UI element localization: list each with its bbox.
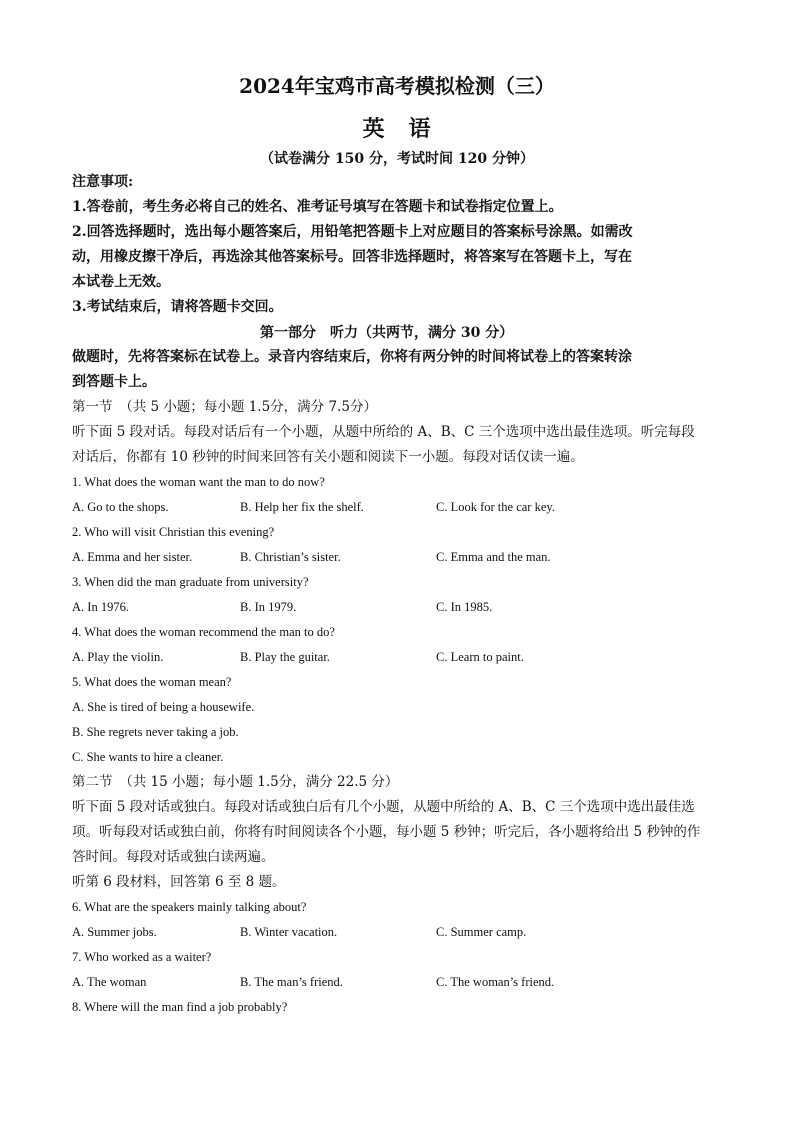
section2-title: 第二节 （共 15 小题；每小题 1.5分，满分 22.5 分） bbox=[72, 774, 399, 790]
question-text: 3. When did the man graduate from university? bbox=[72, 575, 309, 589]
option-c: C. Emma and the man. bbox=[436, 550, 551, 564]
question-text: 4. What does the woman recommend the man to do? bbox=[72, 625, 335, 639]
option-a: A. Go to the shops. bbox=[72, 500, 169, 514]
section2-instructions: 项。听每段对话或独白前，你将有时间阅读各个小题，每小题 5 秒钟；听完后，各小题将给出 5 秒钟的作 bbox=[72, 824, 701, 840]
notice-item: 3.考试结束后，请将答题卡交回。 bbox=[72, 299, 283, 315]
section1-title: 第一节 （共 5 小题；每小题 1.5分，满分 7.5分） bbox=[72, 399, 377, 415]
notice-item: 本试卷上无效。 bbox=[72, 274, 170, 290]
option-a: A. Play the violin. bbox=[72, 650, 164, 664]
question-text: 2. Who will visit Christian this evening? bbox=[72, 525, 275, 539]
option-c: C. Learn to paint. bbox=[436, 650, 524, 664]
question-text: 8. Where will the man find a job probably? bbox=[72, 1000, 288, 1014]
option-c: C. Look for the car key. bbox=[436, 500, 555, 514]
question-text: 5. What does the woman mean? bbox=[72, 675, 232, 689]
option-a: A. Summer jobs. bbox=[72, 925, 157, 939]
option-b: B. Play the guitar. bbox=[240, 650, 330, 664]
option-c: C. She wants to hire a cleaner. bbox=[72, 750, 224, 764]
question-text: 1. What does the woman want the man to do now? bbox=[72, 475, 325, 489]
notice-item: 1.答卷前，考生务必将自己的姓名、准考证号填写在答题卡和试卷指定位置上。 bbox=[72, 199, 563, 215]
notice-item: 2.回答选择题时，选出每小题答案后，用铅笔把答题卡上对应题目的答案标号涂黑。如需改 bbox=[72, 224, 633, 240]
part1-title: 第一部分 听力（共两节，满分 30 分） bbox=[260, 325, 514, 341]
section1-instructions: 听下面 5 段对话。每段对话后有一个小题，从题中所给的 A、B、C 三个选项中选出最佳选项。听完每段 bbox=[72, 424, 695, 440]
option-b: B. Help her fix the shelf. bbox=[240, 500, 364, 514]
section2-instructions: 听下面 5 段对话或独白。每段对话或独白后有几个小题，从题中所给的 A、B、C 三个选项中选出最佳选 bbox=[72, 799, 695, 815]
score-info: （试卷满分 150 分，考试时间 120 分钟） bbox=[260, 151, 534, 167]
option-c: C. Summer camp. bbox=[436, 925, 527, 939]
option-c: C. The woman’s friend. bbox=[436, 975, 555, 989]
option-b: B. Winter vacation. bbox=[240, 925, 338, 939]
subject-title: 英 语 bbox=[362, 116, 432, 142]
section1-instructions: 对话后，你都有 10 秒钟的时间来回答有关小题和阅读下一小题。每段对话仅读一遍。 bbox=[72, 449, 584, 465]
option-a: A. In 1976. bbox=[72, 600, 129, 614]
option-b: B. Christian’s sister. bbox=[240, 550, 341, 564]
part1-intro: 做题时，先将答案标在试卷上。录音内容结束后，你将有两分钟的时间将试卷上的答案转涂 bbox=[72, 349, 632, 365]
question-text: 6. What are the speakers mainly talking about? bbox=[72, 900, 307, 914]
notice-heading: 注意事项: bbox=[72, 174, 134, 190]
question-text: 7. Who worked as a waiter? bbox=[72, 950, 212, 964]
notice-item: 动，用橡皮擦干净后，再选涂其他答案标号。回答非选择题时，将答案写在答题卡上，写在 bbox=[72, 249, 632, 265]
option-c: C. In 1985. bbox=[436, 600, 493, 614]
part1-intro: 到答题卡上。 bbox=[72, 374, 156, 390]
option-b: B. She regrets never taking a job. bbox=[72, 725, 239, 739]
material-heading: 听第 6 段材料，回答第 6 至 8 题。 bbox=[72, 874, 286, 890]
option-a: A. Emma and her sister. bbox=[72, 550, 193, 564]
exam-title: 2024年宝鸡市高考模拟检测（三） bbox=[239, 74, 555, 98]
option-a: A. The woman bbox=[72, 975, 147, 989]
section2-instructions: 答时间。每段对话或独白读两遍。 bbox=[72, 849, 275, 865]
option-a: A. She is tired of being a housewife. bbox=[72, 700, 255, 714]
option-b: B. The man’s friend. bbox=[240, 975, 343, 989]
option-b: B. In 1979. bbox=[240, 600, 297, 614]
